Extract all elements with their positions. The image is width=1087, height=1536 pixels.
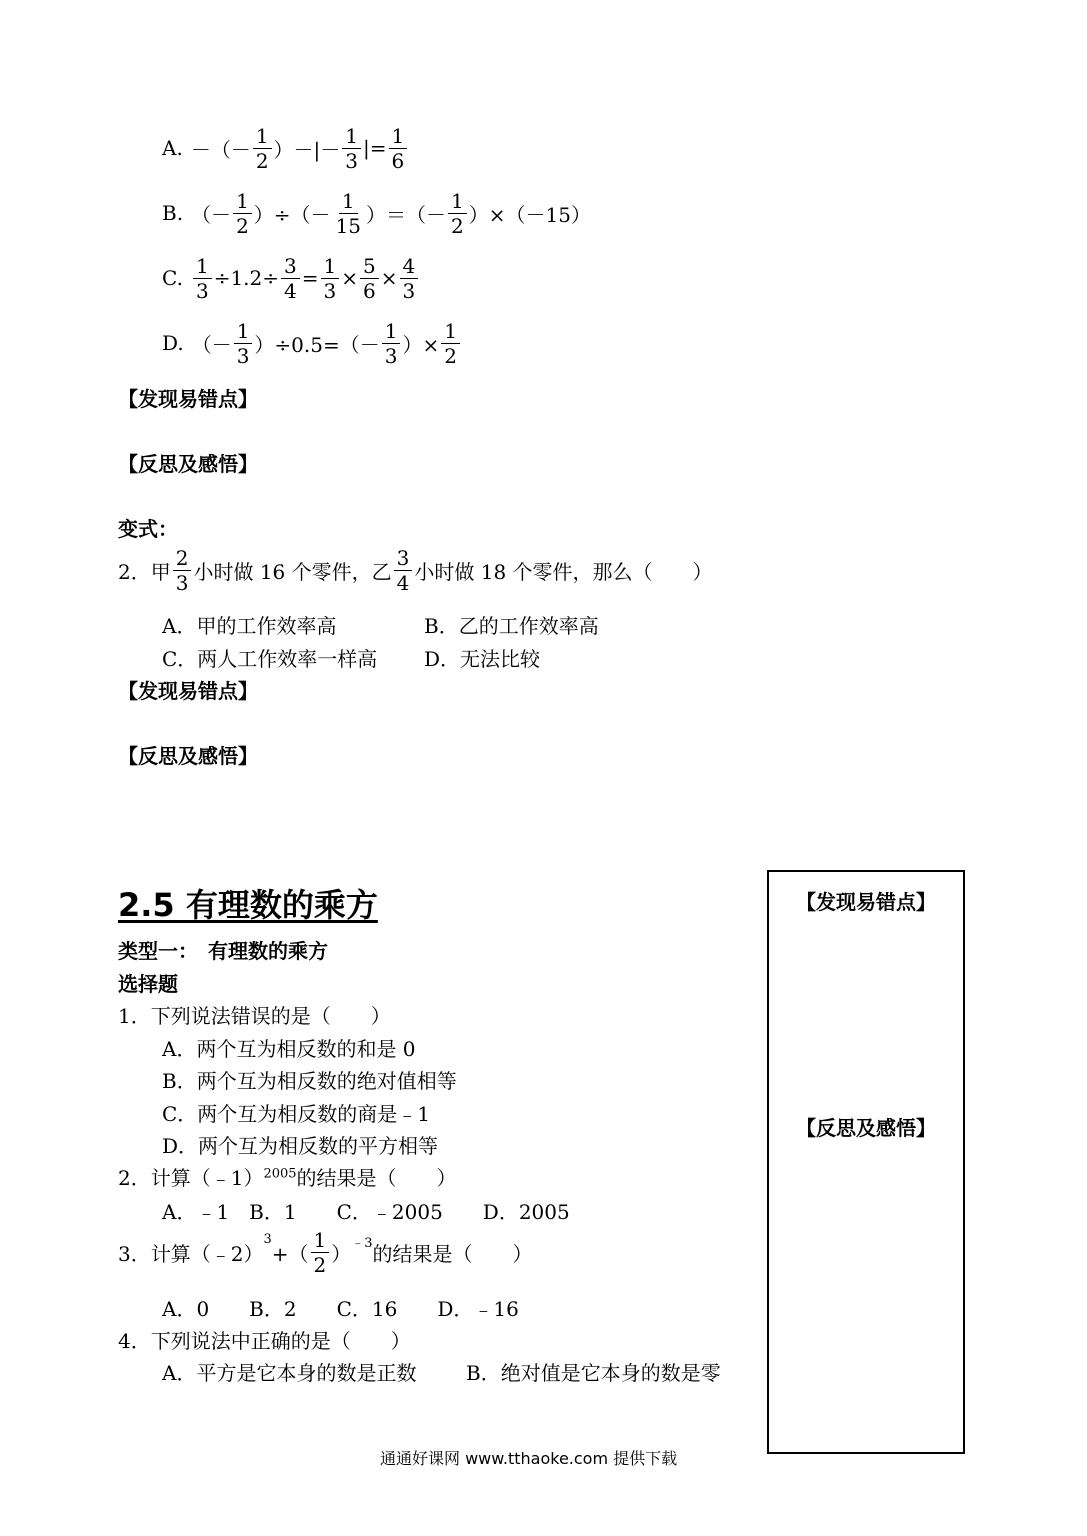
question-text: 小时做 16 个零件，乙 xyxy=(193,559,392,584)
expr-text: |= xyxy=(363,136,387,160)
q1-option-a: A．两个互为相反数的和是 0 xyxy=(162,1037,416,1061)
footer: 通通好课网 www.tthaoke.com 提供下载 xyxy=(380,1449,678,1468)
option-a-line xyxy=(162,118,409,178)
fraction: $\frac{1}{2}$ xyxy=(441,321,460,366)
expr-text: ）÷（－ xyxy=(253,202,331,227)
fraction: $\frac{1}{2}$ xyxy=(253,126,272,171)
q3-stem xyxy=(118,1222,533,1282)
expr-text: （－ xyxy=(210,137,251,162)
exponent: 2005 xyxy=(263,1166,297,1182)
sidebar-mistake-label: 【发现易错点】 xyxy=(796,890,936,914)
variant-option-d: D．无法比较 xyxy=(424,647,541,671)
variant-option-b: B．乙的工作效率高 xyxy=(424,614,599,638)
fraction: $\frac{1}{2}$ xyxy=(233,191,252,236)
exponent: 3 xyxy=(263,1232,272,1247)
q2-stem xyxy=(118,1162,457,1191)
option-letter: D. xyxy=(162,331,184,355)
expr-text: = xyxy=(301,266,319,290)
expr-text: ）－|－ xyxy=(273,137,341,162)
q4-option-a: A．平方是它本身的数是正数 xyxy=(162,1361,417,1385)
fraction: $\frac{1}{15}$ xyxy=(335,188,362,238)
q3-options: A．0 B．2 C．16 D．﹣16 xyxy=(162,1297,519,1321)
notes-sidebar xyxy=(767,870,965,1454)
exponent: ﹣3 xyxy=(351,1236,373,1251)
question-text: 小时做 18 个零件，那么（ ） xyxy=(414,559,713,584)
expr-text: ）×（－15） xyxy=(468,202,591,227)
option-b-line xyxy=(162,183,591,243)
variant-question xyxy=(118,540,713,600)
question-text: 3．计算（﹣2） xyxy=(118,1241,264,1266)
expr-text: × xyxy=(341,266,359,290)
q1-option-b: B．两个互为相反数的绝对值相等 xyxy=(162,1069,457,1093)
option-letter: A. xyxy=(162,136,183,160)
q1-option-c: C．两个互为相反数的商是﹣1 xyxy=(162,1102,431,1126)
expr-text: （－ xyxy=(191,332,232,357)
variant-option-a: A．甲的工作效率高 xyxy=(162,614,337,638)
expr-text: × xyxy=(380,266,398,290)
expr-text: ）× xyxy=(402,332,440,357)
q1-option-d: D．两个互为相反数的平方相等 xyxy=(162,1134,439,1158)
fraction: $\frac{1}{3}$ xyxy=(321,256,340,301)
reflection-label: 【反思及感悟】 xyxy=(118,452,258,476)
q4-stem: 4．下列说法中正确的是（ ） xyxy=(118,1329,411,1353)
variant-option-c: C．两人工作效率一样高 xyxy=(162,647,378,671)
option-letter: B. xyxy=(162,201,184,225)
sidebar-reflection-label: 【反思及感悟】 xyxy=(796,1116,936,1140)
mistake-label: 【发现易错点】 xyxy=(118,679,258,703)
fraction: $\frac{4}{3}$ xyxy=(400,256,419,301)
fraction: $\frac{3}{4}$ xyxy=(394,548,413,593)
q4-option-b: B．绝对值是它本身的数是零 xyxy=(466,1361,721,1385)
fraction: $\frac{5}{6}$ xyxy=(360,256,379,301)
fraction: $\frac{1}{3}$ xyxy=(193,256,212,301)
reflection-label: 【反思及感悟】 xyxy=(118,744,258,768)
section-kind: 选择题 xyxy=(118,972,178,996)
question-text: 的结果是（ ） xyxy=(296,1166,457,1190)
q2-options: A．﹣1 B．1 C．﹣2005 D．2005 xyxy=(162,1200,570,1224)
question-text: 的结果是（ ） xyxy=(372,1241,533,1266)
question-text: +（ xyxy=(271,1241,309,1266)
section-title: 2.5 有理数的乘方 xyxy=(118,886,378,924)
expr-text: （－ xyxy=(191,202,232,227)
expr-text: ）÷0.5=（－ xyxy=(254,332,380,357)
mistake-label: 【发现易错点】 xyxy=(118,387,258,411)
fraction: $\frac{1}{2}$ xyxy=(311,1230,330,1275)
fraction: $\frac{1}{3}$ xyxy=(382,321,401,366)
fraction: $\frac{3}{4}$ xyxy=(281,256,300,301)
expr-text: － xyxy=(190,137,211,162)
fraction: $\frac{1}{3}$ xyxy=(234,321,253,366)
question-text: 2．计算（﹣1） xyxy=(118,1166,264,1190)
option-d-line xyxy=(162,313,462,373)
option-c-line xyxy=(162,248,420,308)
q1-stem: 1．下列说法错误的是（ ） xyxy=(118,1004,391,1028)
question-text: 2．甲 xyxy=(118,559,171,584)
expr-text: ）＝（－ xyxy=(366,202,447,227)
section-type: 类型一： 有理数的乘方 xyxy=(118,939,328,963)
fraction: $\frac{1}{2}$ xyxy=(448,191,467,236)
fraction: $\frac{2}{3}$ xyxy=(173,548,192,593)
fraction: $\frac{1}{6}$ xyxy=(389,126,408,171)
variant-label: 变式： xyxy=(118,517,178,541)
expr-text: ÷1.2÷ xyxy=(213,266,280,290)
option-letter: C. xyxy=(162,266,183,290)
question-text: ） xyxy=(331,1241,352,1266)
fraction: $\frac{1}{3}$ xyxy=(342,126,361,171)
